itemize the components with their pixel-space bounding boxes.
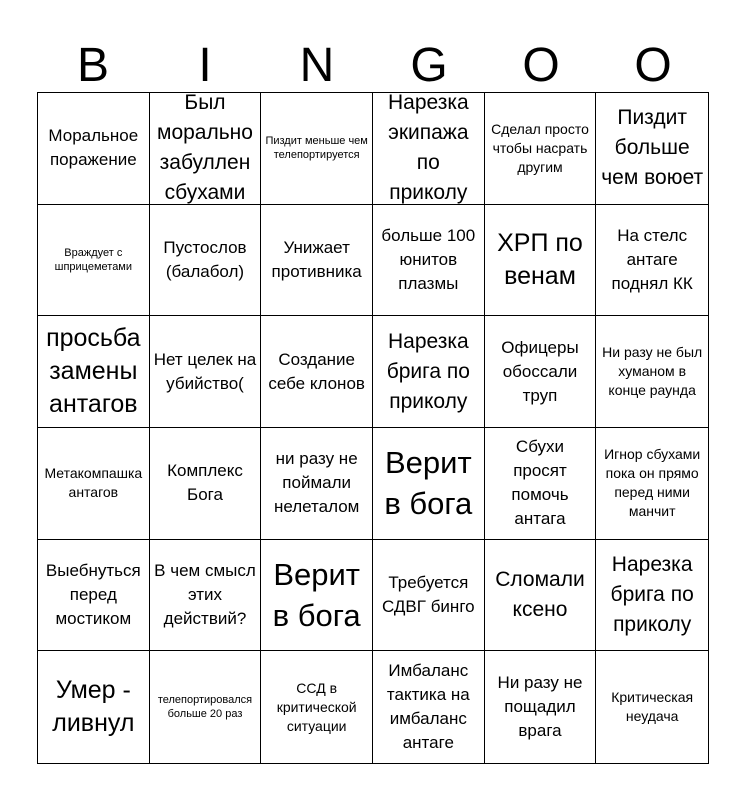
bingo-cell-r2c6[interactable]: На стелс антаге поднял КК	[596, 205, 708, 317]
bingo-cell-r3c6[interactable]: Ни разу не был хуманом в конце раунда	[596, 316, 708, 428]
bingo-title	[37, 38, 709, 94]
bingo-cell-r5c2[interactable]: В чем смысл этих действий?	[150, 540, 262, 652]
bingo-cell-r3c1[interactable]: просьба замены антагов	[38, 316, 150, 428]
title-letter-5: O	[522, 39, 560, 92]
bingo-cell-r4c2[interactable]: Комплекс Бога	[150, 428, 262, 540]
bingo-cell-r2c4[interactable]: больше 100 юнитов плазмы	[373, 205, 485, 317]
bingo-cell-r3c4[interactable]: Нарезка брига по приколу	[373, 316, 485, 428]
bingo-cell-r1c2[interactable]: Был морально забуллен сбухами	[150, 93, 262, 205]
title-letter-4: G	[410, 39, 448, 92]
bingo-cell-r5c1[interactable]: Выебнуться перед мостиком	[38, 540, 150, 652]
bingo-cell-r6c1[interactable]: Умер - ливнул	[38, 651, 150, 763]
bingo-cell-r6c6[interactable]: Критическая неудача	[611, 689, 694, 725]
bingo-cell-r6c3[interactable]: ССД в критической ситуации	[261, 651, 373, 763]
title-letter-6: O	[634, 39, 672, 92]
bingo-cell-r4c1[interactable]: Метакомпашка антагов	[38, 428, 150, 540]
bingo-cell-r5c5[interactable]: Сломали ксено	[485, 540, 597, 652]
title-letter-1: B	[76, 39, 109, 92]
bingo-cell-r5c3[interactable]: Верит в бога	[261, 540, 373, 652]
bingo-cell-r5c6[interactable]: Нарезка брига по приколу	[596, 540, 708, 652]
bingo-cell-r6c2[interactable]: телепортировался больше 20 раз	[150, 651, 262, 763]
bingo-cell-r4c5[interactable]: Сбухи просят помочь антага	[485, 428, 597, 540]
bingo-cell-r4c3[interactable]: ни разу не поймали нелеталом	[261, 428, 373, 540]
bingo-cell-r3c5[interactable]: Офицеры обоссали труп	[485, 316, 597, 428]
bingo-cell-r2c3[interactable]: Унижает противника	[261, 205, 373, 317]
bingo-cell-r1c1[interactable]: Моральное поражение	[38, 93, 150, 205]
bingo-cell-r2c2[interactable]: Пустослов (балабол)	[150, 205, 262, 317]
bingo-cell-r4c4[interactable]: Верит в бога	[373, 428, 485, 540]
title-letter-2: I	[198, 39, 212, 92]
bingo-cell-r1c5[interactable]: Сделал просто чтобы насрать другим	[485, 93, 597, 205]
bingo-grid	[37, 92, 709, 764]
title-letter-3: N	[299, 39, 335, 92]
bingo-cell-r2c1[interactable]: Враждует с шприцеметами	[38, 205, 150, 317]
bingo-cell-r5c4[interactable]: Требуется СДВГ бинго	[373, 540, 485, 652]
bingo-cell-r3c2[interactable]: Нет целек на убийство(	[150, 316, 262, 428]
bingo-cell-r2c5[interactable]: ХРП по венам	[485, 205, 597, 317]
bingo-cell-r4c6[interactable]: Игнор сбухами пока он прямо перед ними манчит	[596, 428, 708, 540]
bingo-cell-r6c4[interactable]: Имбаланс тактика на имбаланс антаге	[373, 651, 485, 763]
bingo-cell-r1c4[interactable]: Нарезка экипажа по приколу	[373, 93, 485, 205]
bingo-cell-r6c5[interactable]: Ни разу не пощадил врага	[485, 651, 597, 763]
bingo-cell-r1c3[interactable]: Пиздит меньше чем телепортируется	[261, 93, 373, 205]
bingo-cell-r1c6[interactable]: Пиздит больше чем воюет	[596, 93, 708, 205]
bingo-cell-r3c3[interactable]: Создание себе клонов	[261, 316, 373, 428]
